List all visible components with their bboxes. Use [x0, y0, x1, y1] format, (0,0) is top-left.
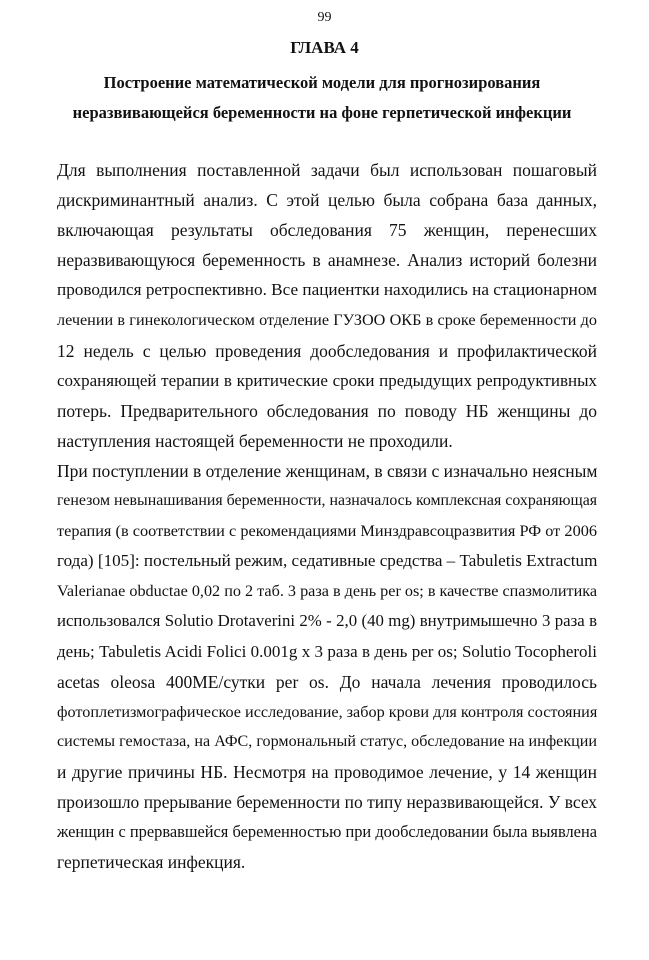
text-line: генезом невынашивания беременности, назначалось комплексная сохраняющая: [57, 492, 598, 510]
chapter-subtitle: [56, 68, 588, 128]
text-line: системы гемостаза, на АФС, гормональный статус, обследование на инфекции: [57, 732, 597, 750]
body-text: [57, 155, 597, 877]
text-line: Valerianae obductae 0,02 по 2 таб. 3 раза в день per os; в качестве спазмолитика: [57, 582, 598, 601]
text-line: герпетическая инфекция.: [57, 852, 246, 873]
text-line: лечении в гинекологическом отделение ГУЗОО ОКБ в сроке беременности до: [57, 311, 597, 330]
chapter-title: ГЛАВА 4: [290, 38, 359, 57]
text-line: произошло прерывание беременности по типу неразвивающейся. У всех: [57, 791, 597, 812]
text-line: сохраняющей терапии в критические сроки предыдущих репродуктивных: [57, 370, 597, 390]
page-number: 99: [317, 10, 332, 25]
text-line: потерь. Предварительного обследования по поводу НБ женщины до: [57, 400, 597, 421]
text-line: Для выполнения поставленной задачи был использован пошаговый: [57, 160, 597, 180]
text-line: фотоплетизмографическое исследование, забор крови для контроля состояния: [57, 702, 598, 721]
paragraph-2: [57, 456, 597, 877]
text-line: использовался Solutio Drotaverini 2% - 2,0 (40 mg) внутримышечно 3 раза в: [57, 611, 597, 631]
paragraph-1: [57, 155, 597, 456]
text-line: день; Tabuletis Acidi Folici 0.001g x 3 раза в день per os; Solutio Tocopheroli: [57, 641, 597, 661]
subtitle-line: Построение математической модели для прогнозирования: [103, 73, 541, 92]
text-line: acetas oleosa 400МЕ/сутки per os. До начала лечения проводилось: [57, 671, 597, 692]
text-line: года) [105]: постельный режим, седативные средства – Tabuletis Extractum: [57, 551, 598, 571]
text-line: При поступлении в отделение женщинам, в связи с изначально неясным: [57, 460, 598, 481]
text-line: наступления настоящей беременности не проходили.: [57, 430, 453, 451]
text-line: дискриминантный анализ. С этой целью была собрана база данных,: [57, 190, 597, 211]
text-line: проводился ретроспективно. Все пациентки находились на стационарном: [57, 280, 598, 300]
text-line: включающая результаты обследования 75 женщин, перенесших: [57, 220, 597, 241]
text-line: и другие причины НБ. Несмотря на проводимое лечение, у 14 женщин: [57, 761, 597, 782]
text-line: 12 недель с целью проведения дообследования и профилактической: [57, 340, 597, 361]
text-line: терапия (в соответствии с рекомендациями Минздравсоцразвития РФ от 2006: [57, 521, 597, 541]
text-line: женщин с прервавшейся беременностью при дообследовании была выявлена: [57, 822, 597, 842]
subtitle-line: неразвивающейся беременности на фоне герпетической инфекции: [72, 103, 572, 122]
text-line: неразвивающуюся беременность в анамнезе. Анализ историй болезни: [57, 250, 597, 271]
